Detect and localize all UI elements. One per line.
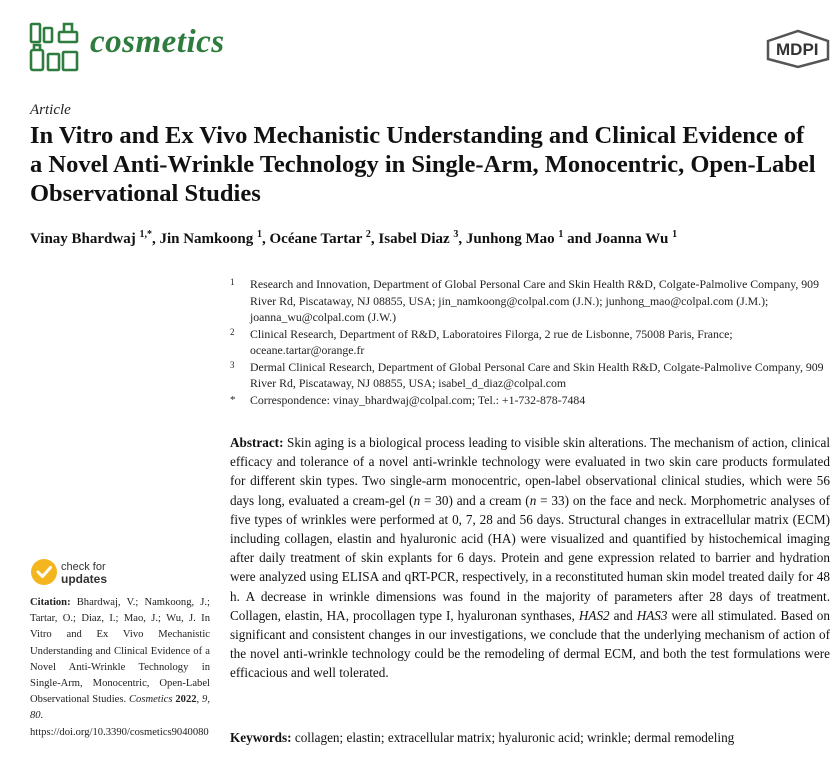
author-name: Vinay Bhardwaj — [30, 231, 136, 247]
citation-year: 2022 — [175, 694, 197, 706]
check-for-updates-line1: check for — [61, 561, 106, 573]
author-affiliation-mark: 1 — [558, 229, 564, 240]
abstract-italic: HAS2 — [578, 607, 610, 623]
page-header — [0, 0, 838, 80]
check-for-updates-link[interactable] — [61, 561, 107, 585]
abstract-italic: n — [413, 492, 421, 508]
author-affiliation-mark: 3 — [453, 229, 459, 240]
author-affiliation-mark: 2 — [365, 229, 371, 240]
affiliation-text: Research and Innovation, Department of Global Personal Care and Skin Health R&D, Colgate-Palmolive Company, 909 River Rd, Piscataway, NJ 08855, USA; jin_namkoong@colpal.com (J.N.); junhong_mao@colpal.com (J.M.); joanna_wu@colpal.com (J.W.) — [250, 277, 819, 324]
check-for-updates-icon[interactable] — [30, 558, 58, 586]
abstract — [230, 433, 830, 683]
affiliation-mark: 2 — [230, 326, 235, 337]
cosmetics-journal-icon — [28, 18, 84, 76]
author-separator: , — [458, 231, 466, 247]
keywords-text: collagen; elastin; extracellular matrix; hyaluronic acid; wrinkle; dermal remodeling — [294, 730, 735, 745]
author-affiliation-mark: 1 — [257, 229, 262, 240]
author-separator: , — [370, 231, 379, 247]
abstract-text: and — [609, 607, 637, 623]
abstract-text: = 30) and a cream ( — [420, 492, 530, 508]
citation — [30, 595, 210, 741]
keywords-label: Keywords: — [230, 730, 292, 745]
article-type: Article — [30, 102, 71, 118]
author-list — [30, 229, 677, 248]
affiliation-mark: * — [230, 393, 236, 406]
author-separator: and — [563, 231, 596, 247]
affiliation-mark: 1 — [230, 277, 235, 287]
author-separator: , — [151, 231, 160, 247]
journal-name: cosmetics — [90, 24, 225, 60]
affiliation-text: Clinical Research, Department of R&D, Laboratoires Filorga, 2 rue de Lisbonne, 75008 Paris, France; oceane.tartar@orange.fr — [250, 326, 733, 357]
citation-volume-pages: , 9, 80. — [30, 694, 210, 722]
author-name: Jin Namkoong — [159, 231, 254, 247]
affiliation-list — [230, 276, 830, 408]
author-name: Océane Tartar — [269, 231, 363, 247]
citation-doi-link[interactable]: https://doi.org/10.3390/cosmetics9040080 — [30, 726, 209, 738]
affiliation-item — [230, 359, 830, 392]
article-title: In Vitro and Ex Vivo Mechanistic Understanding and Clinical Evidence of a Novel Anti-Wrinkle Technology in Single-Arm, Monocentric, Open-Label Observational Studies — [30, 122, 816, 207]
abstract-text: were all stimulated. Based on significant and consistent changes in our investigations, we conclude that the underlying mechanism of action of the novel anti-wrinkle technology could be the remodeling of dermal ECM, and both the test formulations were efficacious and well tolerated. — [230, 607, 830, 681]
citation-label: Citation: — [30, 597, 71, 608]
publisher-name: MDPI — [776, 40, 819, 59]
author-affiliation-mark: 1,* — [139, 229, 152, 240]
author-affiliation-mark: 1 — [672, 229, 678, 240]
keywords — [230, 730, 830, 746]
check-for-updates-line2: updates — [61, 572, 108, 586]
affiliation-text: Dermal Clinical Research, Department of Global Personal Care and Skin Health R&D, Colgate-Palmolive Company, 909 River Rd, Piscataway, NJ 08855, USA; isabel_d_diaz@colpal.com — [250, 359, 824, 390]
affiliation-item — [230, 326, 830, 359]
abstract-text: = 33) on the face and neck. Morphometric analyses of five types of wrinkles were performed at 0, 7, 28 and 56 days. Structural changes in extracellular matrix (ECM) including collagen, elastin and hyaluronic acid (HA) were visualized and quantified by histochemical imaging after daily treatment of skin explants for 6 days. Protein and gene expression related to barrier and hydration were analyzed using ELISA and qRT-PCR, respectively, in a reconstituted human skin model treated daily for 48 h. A decrease in wrinkle dimensions was found in the majority of parameters after 28 days of treatment. Collagen, elastin, HA, procollagen type I, hyaluronan synthases, — [230, 492, 830, 623]
author-separator: , — [262, 231, 270, 247]
affiliation-mark: 3 — [230, 359, 235, 370]
abstract-label: Abstract: — [230, 435, 284, 450]
abstract-text: Skin aging is a biological process leading to visible skin alterations. The mechanism of action, clinical efficacy and tolerance of a novel anti-wrinkle technology were evaluated in two skin care products formulated for different skin types. Two single-arm monocentric, open-label observational clinical studies, which were 56 days long, evaluated a cream-gel ( — [230, 435, 830, 508]
abstract-italic: HAS3 — [636, 607, 668, 623]
author-name: Junhong Mao — [465, 231, 555, 247]
correspondence-text: Correspondence: vinay_bhardwaj@colpal.com; Tel.: +1-732-878-7484 — [250, 392, 586, 407]
affiliation-item — [230, 276, 830, 326]
author-name: Isabel Diaz — [378, 231, 450, 247]
citation-journal: Cosmetics — [128, 694, 173, 706]
abstract-italic: n — [529, 492, 537, 508]
citation-text: Bhardwaj, V.; Namkoong, J.; Tartar, O.; Diaz, I.; Mao, J.; Wu, J. In Vitro and Ex Vivo Mechanistic Understanding and Clinical Evidence of a Novel Anti-Wrinkle Technology in Single-Arm, Monocentric, Open-Label Observational Studies. — [30, 597, 210, 706]
affiliation-item — [230, 392, 830, 409]
author-name: Joanna Wu — [595, 231, 669, 247]
